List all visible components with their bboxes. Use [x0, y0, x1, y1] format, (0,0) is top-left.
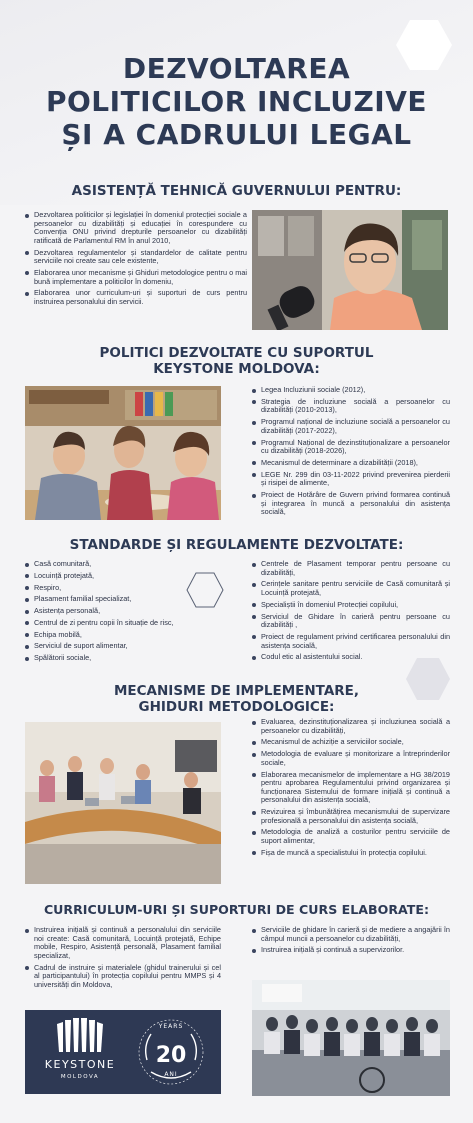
- list-item: Codul etic al asistentului social.: [252, 653, 450, 662]
- section-technical-assistance-title: ASISTENȚĂ TEHNICĂ GUVERNULUI PENTRU:: [71, 183, 402, 199]
- photo-conference-audience: [252, 980, 450, 1096]
- badge-years-text: YEARS: [158, 1023, 184, 1030]
- photo-students-table: [25, 386, 221, 520]
- list-item: Dezvoltarea politicilor și legislației în domeniul protecției sociale a persoanelor cu dizabilități și educației în corespundere cu Convenția ONU privind drepturile persoanelor cu dizabilități ratificată de Parlamentul RM în anul 2010,: [25, 211, 247, 245]
- keystone-logo: [25, 1010, 221, 1094]
- list-item: Plasament familial specializat,: [25, 595, 215, 604]
- list-item: Instruirea inițială și continuă a supervizorilor.: [252, 946, 450, 955]
- curriculum-list-left: [25, 926, 221, 993]
- list-item: Elaborarea unor mecanisme și Ghiduri metodologice pentru o mai bună implementare a politicilor în domeniu,: [25, 269, 247, 286]
- list-item: Elaborarea mecanismelor de implementare a HG 38/2019 pentru aprobarea Regulamentului privind organizarea și funcționarea Sistemului de formare inițială și continuă a personalului din asistența socială,: [252, 771, 450, 805]
- list-item: Proiect de regulament privind certificarea personalului din asistența socială,: [252, 633, 450, 650]
- section-mechanisms-title-line-1: MECANISME DE IMPLEMENTARE,: [113, 683, 360, 699]
- page-title-line-3: ȘI A CADRULUI LEGAL: [61, 118, 412, 151]
- policies-list: [252, 386, 450, 520]
- list-item: Serviciul de suport alimentar,: [25, 642, 215, 651]
- list-item: Fișa de muncă a specialistului în protecția copilului.: [252, 849, 450, 858]
- list-item: Serviciul de Ghidare în carieră pentru persoane cu dizabilități ,: [252, 613, 450, 630]
- standards-list-right: [252, 560, 450, 665]
- list-item: Legea Incluziunii sociale (2012),: [252, 386, 450, 395]
- list-item: Specialiștii în domeniul Protecției copilului,: [252, 601, 450, 610]
- page-title: [0, 52, 473, 151]
- logo-name: KEYSTONE: [44, 1058, 116, 1071]
- anniversary-badge: [139, 1020, 203, 1084]
- section-standards-title: STANDARDE ȘI REGULAMENTE DEZVOLTATE:: [69, 537, 404, 553]
- list-item: Casă comunitară,: [25, 560, 215, 569]
- list-item: Dezvoltarea regulamentelor și standardelor de calitate pentru serviciile noi create sau cele existente,: [25, 249, 247, 266]
- page-title-line-2: POLITICILOR INCLUZIVE: [45, 85, 428, 118]
- list-item: Mecanismul de achiziție a serviciilor sociale,: [252, 738, 450, 747]
- list-item: Evaluarea, dezinstituționalizarea și incluziunea socială a persoanelor cu dizabilități,: [252, 718, 450, 735]
- list-item: Spălătorii sociale,: [25, 654, 215, 663]
- list-item: Asistența personală,: [25, 607, 215, 616]
- list-item: Locuință protejată,: [25, 572, 215, 581]
- list-item: Metodologia de evaluare și monitorizare a întreprinderilor sociale,: [252, 750, 450, 767]
- section-policies-title-line-2: KEYSTONE MOLDOVA:: [153, 361, 320, 377]
- list-item: Instruirea inițială și continuă a personalului din serviciile noi create: Casă comunitară, Locuință protejată, Echipe mobile, Respiro, Asistență personală, Plasament familial specializat,: [25, 926, 221, 960]
- curriculum-list-right: [252, 926, 450, 958]
- photo-meeting-room: [25, 722, 221, 884]
- logo-country: MOLDOVA: [60, 1074, 100, 1080]
- section-mechanisms-title-line-2: GHIDURI METODOLOGICE:: [138, 699, 335, 715]
- list-item: Cadrul de instruire și materialele (ghidul trainerului și cel al participantului) în protecția copilului pentru MMPS și 4 universități din Moldova,: [25, 964, 221, 990]
- list-item: Centrul de zi pentru copii în situație de risc,: [25, 619, 215, 628]
- section-curriculum-title: CURRICULUM-URI ȘI SUPORTURI DE CURS ELABORATE:: [43, 902, 430, 917]
- list-item: LEGE Nr. 299 din 03-11-2022 privind prevenirea pierderii și risipei de alimente,: [252, 471, 450, 488]
- keystone-logo-panel: [25, 1010, 221, 1094]
- list-item: Mecanismul de determinare a dizabilității (2018),: [252, 459, 450, 468]
- list-item: Programul național de incluziune socială a persoanelor cu dizabilități (2017-2022),: [252, 418, 450, 435]
- badge-number: 20: [155, 1043, 187, 1068]
- technical-assistance-list: [25, 211, 247, 310]
- section-mechanisms-title: [0, 683, 473, 715]
- section-policies-title: [0, 345, 473, 377]
- standards-list-left: [25, 560, 215, 666]
- list-item: Centrele de Plasament temporar pentru persoane cu dizabilități,: [252, 560, 450, 577]
- section-policies-title-line-1: POLITICI DEZVOLTATE CU SUPORTUL: [99, 345, 374, 361]
- list-item: Metodologia de analiză a costurilor pentru serviciile de suport alimentar,: [252, 828, 450, 845]
- badge-ani-text: ANI: [164, 1071, 178, 1078]
- list-item: Respiro,: [25, 584, 215, 593]
- list-item: Cerințele sanitare pentru serviciile de Casă comunitară și Locuință protejată,: [252, 580, 450, 597]
- list-item: Proiect de Hotărâre de Guvern privind formarea continuă și integrarea în muncă a personalului din asistența socială,: [252, 491, 450, 517]
- list-item: Revizuirea și îmbunătățirea mecanismului de supervizare profesională a personalului din asistența socială,: [252, 808, 450, 825]
- mechanisms-list: [252, 718, 450, 861]
- list-item: Elaborarea unor curriculum-uri și suporturi de curs pentru instruirea personalului din servicii.: [25, 289, 247, 306]
- list-item: Programul Național de dezinstituționalizare a persoanelor cu dizabilități (2018-2026),: [252, 439, 450, 456]
- photo-man-interview: [252, 210, 448, 330]
- keystone-arch-icon: [57, 1018, 103, 1052]
- list-item: Strategia de incluziune socială a persoanelor cu dizabilități (2010-2013),: [252, 398, 450, 415]
- page-title-line-1: DEZVOLTAREA: [122, 52, 351, 85]
- list-item: Serviciile de ghidare în carieră și de mediere a angajării în câmpul muncii a persoanelor cu dizabilități,: [252, 926, 450, 943]
- list-item: Echipa mobilă,: [25, 631, 215, 640]
